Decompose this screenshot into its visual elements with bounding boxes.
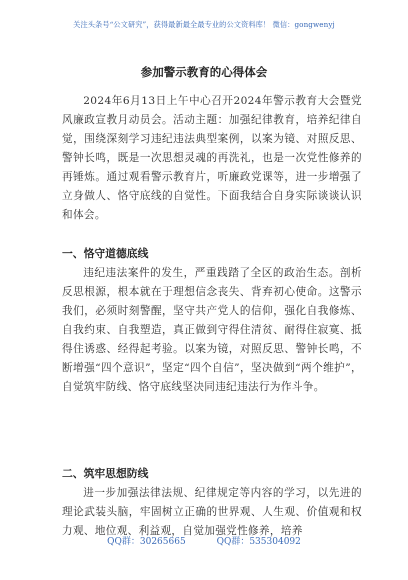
footer	[0, 534, 408, 547]
section-2-heading: 二、筑牢思想防线	[62, 467, 149, 480]
promo-banner: 关注头条号“公文研究”，获得最新最全最专业的公文资料库！ 微信：gongwenyj	[73, 20, 335, 29]
document-title: 参加警示教育的心得体会	[140, 65, 268, 79]
document-body	[62, 92, 362, 225]
section-1-paragraph: 违纪违法案件的发生，严重践踏了全区的政治生态。剖析反思根源，根本就在于理想信念丧失、背弃初心使命。这警示我们，必须时刻警醒，坚守共产党人的信仰，强化自我修炼、自我约束、自我塑造，真正做到守得住清贫、耐得住寂寞、抵得住诱惑、经得起考验。以案为镜，对照反思、警钟长鸣，不断增强“四个意识”，坚定“四个自信”，坚决做到“两个维护”，自觉筑牢防线、恪守底线坚决同违纪违法行为作斗争。	[62, 267, 362, 393]
intro-paragraph: 2024年6月13日上午中心召开2024年警示教育大会暨党风廉政宣教月动员会。活动主题：加强纪律教育，培养纪律自觉，围绕深刻学习违纪违法典型案例，以案为镜、对照反思、警钟长鸣，既是一次思想灵魂的再洗礼，也是一次党性修养的再锤炼。通过观看警示教育片，听廉政党课等，进一步增强了立身做人、恪守底线的自觉性。下面我结合自身实际谈谈认识和体会。	[62, 95, 362, 221]
section-1-heading: 一、恪守道德底线	[62, 247, 149, 260]
footer-qq-group-2: QQ群：535304092	[216, 537, 301, 547]
footer-qq-group-1: QQ群：30265665	[107, 537, 186, 547]
section-2	[62, 464, 362, 541]
section-1	[62, 244, 362, 397]
section-2-paragraph: 进一步加强法律法规、纪律规定等内容的学习，以先进的理论武装头脑，牢固树立正确的世界观、人生观、价值观和权力观、地位观、利益观，自觉加强党性修养，培养	[62, 487, 362, 537]
